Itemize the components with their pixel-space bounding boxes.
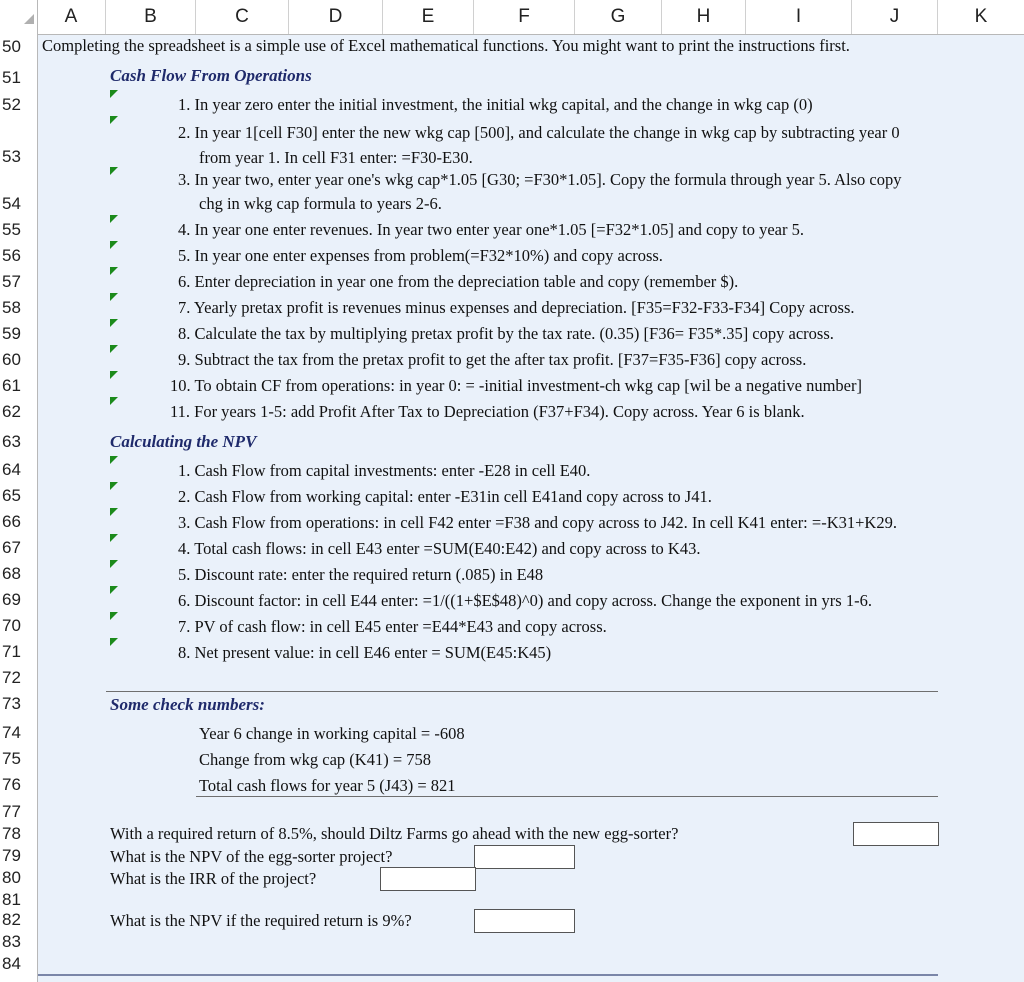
npv-step: 6. Discount factor: in cell E44 enter: =1/((1+$E$48)^0) and copy across. Change the exponent in yrs 1-6. [178,591,872,610]
npv-step: 4. Total cash flows: in cell E43 enter =SUM(E40:E42) and copy across to K43. [178,539,701,558]
cfo-step: 8. Calculate the tax by multiplying pretax profit by the tax rate. (0.35) [F36= F35*.35] copy across. [178,324,834,343]
row-header[interactable]: 58 [2,298,21,317]
cfo-step: 10. To obtain CF from operations: in year 0: = -initial investment-ch wkg cap [wil be a negative number] [170,376,862,395]
row-header[interactable]: 66 [2,512,21,531]
column-header-h[interactable]: H [662,0,746,34]
row-header[interactable]: 68 [2,564,21,583]
comment-marker-icon [110,534,118,542]
cfo-step-cont: from year 1. In cell F31 enter: =F30-E30. [199,148,473,167]
cfo-step: 2. In year 1[cell F30] enter the new wkg cap [500], and calculate the change in wkg cap by subtracting year 0 [178,123,900,142]
cfo-step: 6. Enter depreciation in year one from the depreciation table and copy (remember $). [178,272,739,291]
row-header[interactable]: 78 [2,824,21,843]
row-header[interactable]: 52 [2,95,21,114]
npv-step: 3. Cash Flow from operations: in cell F42 enter =F38 and copy across to J42. In cell K41 enter: =-K31+K29. [178,513,897,532]
row-header[interactable]: 61 [2,376,21,395]
column-header-c[interactable]: C [196,0,289,34]
comment-marker-icon [110,267,118,275]
row-header[interactable]: 79 [2,846,21,865]
comment-marker-icon [110,638,118,646]
column-header-i[interactable]: I [746,0,852,34]
row-header[interactable]: 67 [2,538,21,557]
row-header[interactable]: 60 [2,350,21,369]
row-header-bar [0,34,38,982]
cfo-step: 5. In year one enter expenses from problem(=F32*10%) and copy across. [178,246,663,265]
row-header[interactable]: 71 [2,642,21,661]
column-header-k[interactable]: K [974,6,988,27]
cfo-step: 7. Yearly pretax profit is revenues minus expenses and depreciation. [F35=F32-F33-F34] Copy across. [178,298,855,317]
row-header[interactable]: 83 [2,932,21,951]
cfo-step-cont: chg in wkg cap formula to years 2-6. [199,194,442,213]
intro-text: Completing the spreadsheet is a simple use of Excel mathematical functions. You might want to print the instructions first. [42,36,850,55]
row-header[interactable]: 69 [2,590,21,609]
row-header[interactable]: 50 [2,37,21,56]
row-header[interactable]: 72 [2,668,21,687]
divider-line [196,796,938,797]
cfo-step: 3. In year two, enter year one's wkg cap*1.05 [G30; =F30*1.05]. Copy the formula through year 5. Also copy [178,170,902,189]
column-header-bar [0,0,1024,35]
row-header[interactable]: 74 [2,723,21,742]
check-value: Total cash flows for year 5 (J43) = 821 [199,776,456,795]
comment-marker-icon [110,319,118,327]
check-value: Change from wkg cap (K41) = 758 [199,750,431,769]
npv-heading: Calculating the NPV [110,432,257,451]
row-header[interactable]: 80 [2,868,21,887]
comment-marker-icon [110,215,118,223]
row-header[interactable]: 59 [2,324,21,343]
comment-marker-icon [110,167,118,175]
column-header-a[interactable]: A [37,0,106,34]
comment-marker-icon [110,241,118,249]
bottom-border-line [38,974,938,976]
npv-step: 2. Cash Flow from working capital: enter -E31in cell E41and copy across to J41. [178,487,712,506]
answer-4-input[interactable] [474,909,575,933]
row-header[interactable]: 63 [2,432,21,451]
cfo-step: 1. In year zero enter the initial investment, the initial wkg capital, and the change in wkg cap (0) [178,95,813,114]
row-header[interactable]: 70 [2,616,21,635]
check-heading: Some check numbers: [110,695,265,714]
comment-marker-icon [110,560,118,568]
comment-marker-icon [110,371,118,379]
cfo-step: 9. Subtract the tax from the pretax profit to get the after tax profit. [F37=F35-F36] copy across. [178,350,807,369]
answer-3-input[interactable] [380,867,476,891]
comment-marker-icon [110,612,118,620]
column-header-b[interactable]: B [106,0,196,34]
check-value: Year 6 change in working capital = -608 [199,724,465,743]
row-header[interactable]: 53 [2,147,21,166]
npv-step: 5. Discount rate: enter the required return (.085) in E48 [178,565,544,584]
row-header[interactable]: 51 [2,68,21,87]
row-header[interactable]: 64 [2,460,21,479]
column-header-g[interactable]: G [575,0,662,34]
question-1: With a required return of 8.5%, should Diltz Farms go ahead with the new egg-sorter? [110,824,679,843]
question-3: What is the IRR of the project? [110,869,317,888]
comment-marker-icon [110,482,118,490]
row-header[interactable]: 65 [2,486,21,505]
answer-1-input[interactable] [853,822,939,846]
row-header[interactable]: 56 [2,246,21,265]
question-4: What is the NPV if the required return is 9%? [110,911,412,930]
row-header[interactable]: 82 [2,910,21,929]
row-header[interactable]: 62 [2,402,21,421]
cfo-heading: Cash Flow From Operations [110,66,312,85]
row-header[interactable]: 55 [2,220,21,239]
comment-marker-icon [110,345,118,353]
npv-step: 1. Cash Flow from capital investments: enter -E28 in cell E40. [178,461,591,480]
select-all-triangle-icon [24,14,34,24]
select-all-corner[interactable] [0,0,38,34]
comment-marker-icon [110,508,118,516]
row-header[interactable]: 54 [2,194,21,213]
answer-2-input[interactable] [474,845,575,869]
cfo-step: 11. For years 1-5: add Profit After Tax to Depreciation (F37+F34). Copy across. Year 6 is blank. [170,402,805,421]
row-header[interactable]: 75 [2,749,21,768]
row-header[interactable]: 81 [2,890,21,909]
column-header-d[interactable]: D [289,0,383,34]
column-header-j[interactable]: J [852,0,938,34]
npv-step: 8. Net present value: in cell E46 enter = SUM(E45:K45) [178,643,552,662]
question-2: What is the NPV of the egg-sorter project? [110,847,393,866]
row-header[interactable]: 77 [2,802,21,821]
comment-marker-icon [110,586,118,594]
row-header[interactable]: 57 [2,272,21,291]
row-header[interactable]: 76 [2,775,21,794]
comment-marker-icon [110,397,118,405]
comment-marker-icon [110,293,118,301]
column-header-f[interactable]: F [474,0,575,34]
cfo-step: 4. In year one enter revenues. In year two enter year one*1.05 [=F32*1.05] and copy to year 5. [178,220,804,239]
divider-line [106,691,938,692]
comment-marker-icon [110,116,118,124]
comment-marker-icon [110,90,118,98]
comment-marker-icon [110,456,118,464]
row-header[interactable]: 73 [2,694,21,713]
column-header-e[interactable]: E [383,0,474,34]
row-header[interactable]: 84 [2,954,21,973]
npv-step: 7. PV of cash flow: in cell E45 enter =E44*E43 and copy across. [178,617,607,636]
